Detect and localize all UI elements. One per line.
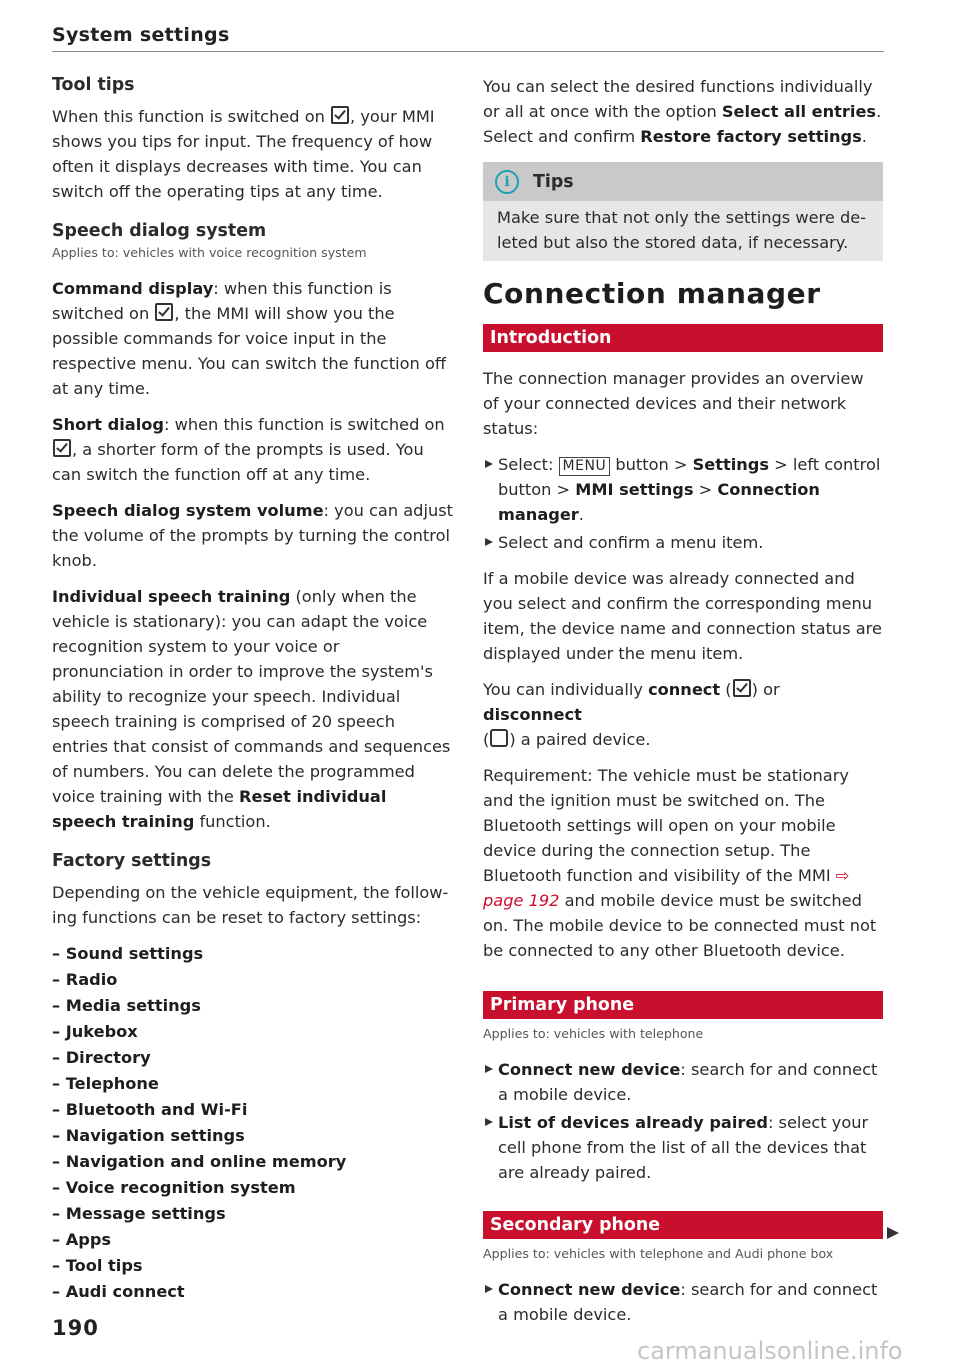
speech-dialog-heading: Speech dialog system: [52, 221, 267, 241]
checkbox-checked-icon: [155, 303, 173, 321]
primary-phone-section-bar: Primary phone: [483, 991, 883, 1019]
list-item: – Telephone: [52, 1074, 159, 1093]
factory-settings-heading: Factory settings: [52, 851, 212, 871]
checkbox-checked-icon: [53, 439, 71, 457]
cm-connected-paragraph: If a mobile device was already connected and you select and confirm the corresponding menu item, the device name and connection status are displayed under the menu item.: [483, 569, 882, 663]
watermark-text: carmanualsonline.info: [637, 1337, 903, 1365]
list-item: – Sound settings: [52, 944, 204, 963]
primary-list-paired-devices: List of devices already paired: select your cell phone from the list of all the devices that are already paired.: [483, 1110, 883, 1185]
list-item: – Jukebox: [52, 1022, 138, 1041]
factory-settings-list: [52, 941, 454, 1305]
list-item: – Navigation settings: [52, 1126, 245, 1145]
page-reference-link[interactable]: ⇨ page 192: [483, 866, 850, 910]
list-item: – Apps: [52, 1230, 112, 1249]
checkbox-checked-icon: [331, 106, 349, 124]
tips-title: Tips: [533, 171, 574, 192]
factory-select-paragraph: You can select the desired functions individually or all at once with the option Select all entries. Select and confirm Restore factory settings.: [483, 77, 882, 146]
speech-training-paragraph: Individual speech training (only when the vehicle is stationary): you can adapt the voice recognition system to your voice or pronunciation in order to improve the system's ability to recognize your speech. Individual speech training is comprised of 20 speech entries that consist of commands and sequences of numbers. You can delete the programmed voice training with the Reset individual speech training function.: [52, 587, 451, 831]
tips-header: [483, 162, 883, 201]
list-item: – Tool tips: [52, 1256, 143, 1275]
secondary-applies-note: Applies to: vehicles with telephone and Audi phone box: [483, 1246, 834, 1261]
speech-applies-note: Applies to: vehicles with voice recognition system: [52, 245, 367, 260]
list-item: – Navigation and online memory: [52, 1152, 347, 1171]
connection-manager-heading: Connection manager: [483, 277, 821, 310]
command-display-paragraph: Command display: when this function is switched on , the MMI will show you the possible commands for voice input in the respective menu. You can switch the function off at any time.: [52, 279, 447, 398]
list-item: – Directory: [52, 1048, 151, 1067]
checkbox-checked-icon: [733, 679, 751, 697]
list-item: – Audi connect: [52, 1282, 185, 1301]
right-column: [483, 74, 883, 1330]
page-number: 190: [52, 1316, 99, 1340]
list-item: – Voice recognition system: [52, 1178, 296, 1197]
cm-step-confirm-item: Select and confirm a menu item.: [483, 530, 883, 555]
tooltips-heading: Tool tips: [52, 75, 135, 95]
list-item: – Radio: [52, 970, 118, 989]
factory-intro-paragraph: Depending on the vehicle equipment, the following functions can be reset to factory settings:: [52, 883, 449, 927]
primary-applies-note: Applies to: vehicles with telephone: [483, 1026, 704, 1041]
primary-connect-new-device: Connect new device: search for and connect a mobile device.: [483, 1057, 883, 1107]
menu-key-label: MENU: [559, 457, 611, 476]
introduction-section-bar: Introduction: [483, 324, 883, 352]
cm-connect-disconnect-paragraph: You can individually connect ( ) or disconnect ( ) a paired device.: [483, 680, 780, 749]
tooltips-paragraph: When this function is switched on , your MMI shows you tips for input. The frequency of how often it displays decreases with time. You can switch off the operating tips at any time.: [52, 107, 435, 201]
cm-overview-paragraph: The connection manager provides an overview of your connected devices and their network status:: [483, 369, 864, 438]
list-item: – Media settings: [52, 996, 201, 1015]
secondary-phone-section-bar: Secondary phone: [483, 1211, 883, 1239]
cm-step-select-menu: Select: MENU button > Settings > left control button > MMI settings > Connection manager.: [483, 452, 883, 527]
short-dialog-paragraph: Short dialog: when this function is switched on , a shorter form of the prompts is used. You can switch the function off at any time.: [52, 415, 445, 484]
list-item: – Message settings: [52, 1204, 226, 1223]
speech-volume-paragraph: Speech dialog system volume: you can adjust the volume of the prompts by turning the control knob.: [52, 501, 453, 570]
list-item: – Bluetooth and Wi-Fi: [52, 1100, 248, 1119]
tips-box: [483, 162, 883, 261]
header-divider: [52, 51, 884, 52]
checkbox-empty-icon: [490, 729, 508, 747]
continued-arrow-icon: [887, 1227, 899, 1239]
page-header-title: System settings: [52, 24, 230, 46]
left-column: [52, 72, 454, 1305]
secondary-connect-new-device: Connect new device: search for and connect a mobile device.: [483, 1277, 883, 1327]
tips-body: Make sure that not only the settings were deleted but also the stored data, if necessary.: [497, 208, 867, 252]
cm-requirement-paragraph: Requirement: The vehicle must be stationary and the ignition must be switched on. The Bluetooth settings will open on your mobile device during the connection setup. The Bluetooth function and visibility of the MMI ⇨ page 192 and mobile device must be switched on. The mobile device to be connected must not be connected to any other Bluetooth device.: [483, 766, 877, 960]
info-icon: i: [495, 170, 519, 194]
